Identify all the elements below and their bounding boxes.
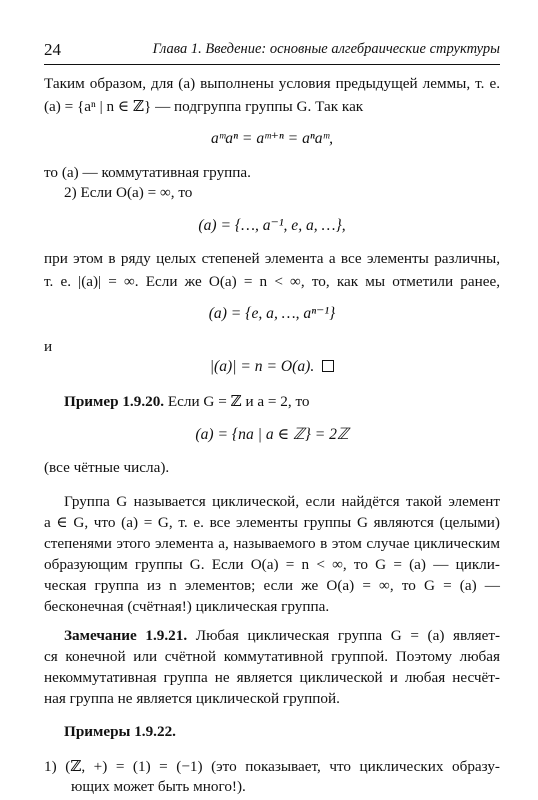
example-title: Пример 1.9.20. bbox=[64, 393, 165, 410]
text-line: при этом в ряду целых степеней элемента a все элементы различны, bbox=[44, 250, 500, 267]
formula-even-numbers: (a) = {na | a ∈ ℤ} = 2ℤ bbox=[195, 426, 349, 443]
page-number: 24 bbox=[44, 40, 61, 59]
text-line: ся конечной или счётной коммутативной группой. Поэтому любая bbox=[44, 648, 500, 665]
remark-heading-line bbox=[64, 626, 500, 646]
text-line: бесконечная (счётная!) циклическая группа. bbox=[44, 598, 330, 615]
text-line: и bbox=[44, 338, 53, 355]
text-line: т. е. |(a)| = ∞. Если же O(a) = n < ∞, то, как мы отметили ранее, bbox=[44, 273, 500, 290]
text-line: 2) Если O(a) = ∞, то bbox=[64, 184, 193, 201]
formula-infinite-group: (a) = {…, a⁻¹, e, a, …}, bbox=[198, 217, 346, 234]
formula-finite-group: (a) = {e, a, …, aⁿ⁻¹} bbox=[208, 305, 336, 322]
running-title: Глава 1. Введение: основные алгебраические структуры bbox=[152, 41, 500, 57]
page-header bbox=[44, 40, 500, 62]
text-line: Таким образом, для (a) выполнены условия предыдущей леммы, т. е. bbox=[44, 75, 500, 92]
list-item-line: ющих может быть много!). bbox=[71, 778, 246, 795]
example-heading-line bbox=[64, 392, 500, 412]
text-line: (a) = {aⁿ | n ∈ ℤ} — подгруппа группы G. Так как bbox=[44, 98, 364, 115]
examples-title: Примеры 1.9.22. bbox=[64, 723, 176, 740]
qed-square-icon bbox=[322, 360, 334, 372]
text-line: a ∈ G, что (a) = G, т. е. все элементы группы G являются (целыми) bbox=[44, 514, 500, 531]
text-line: (все чётные числа). bbox=[44, 459, 170, 476]
example-text: Если G = ℤ и a = 2, то bbox=[164, 393, 310, 410]
formula-order-text: |(a)| = n = O(a). bbox=[209, 358, 315, 375]
formula-power-product: aᵐaⁿ = aᵐ⁺ⁿ = aⁿaᵐ, bbox=[211, 130, 333, 147]
text-line: образующим группы G. Если O(a) = n < ∞, то G = (a) — цикли- bbox=[44, 556, 500, 573]
formula-order bbox=[44, 356, 500, 378]
list-item-line: 1) (ℤ, +) = (1) = (−1) (это показывает, что циклических образу- bbox=[44, 758, 500, 775]
header-rule bbox=[44, 64, 500, 65]
text-line: некоммутативная группа не является циклической и любая несчёт- bbox=[44, 669, 500, 686]
remark-title: Замечание 1.9.21. bbox=[64, 627, 188, 644]
text-line: ная группа не является циклической группой. bbox=[44, 690, 340, 707]
remark-text: Любая циклическая группа G = (a) являет- bbox=[187, 627, 501, 644]
text-line: степенями этого элемента a, называемого в этом случае циклическим bbox=[44, 535, 500, 552]
text-line: Группа G называется циклической, если найдётся такой элемент bbox=[64, 493, 500, 510]
text-line: то (a) — коммутативная группа. bbox=[44, 164, 251, 181]
text-line: ческая группа из n элементов; если же O(a) = ∞, то G = (a) — bbox=[44, 577, 500, 594]
